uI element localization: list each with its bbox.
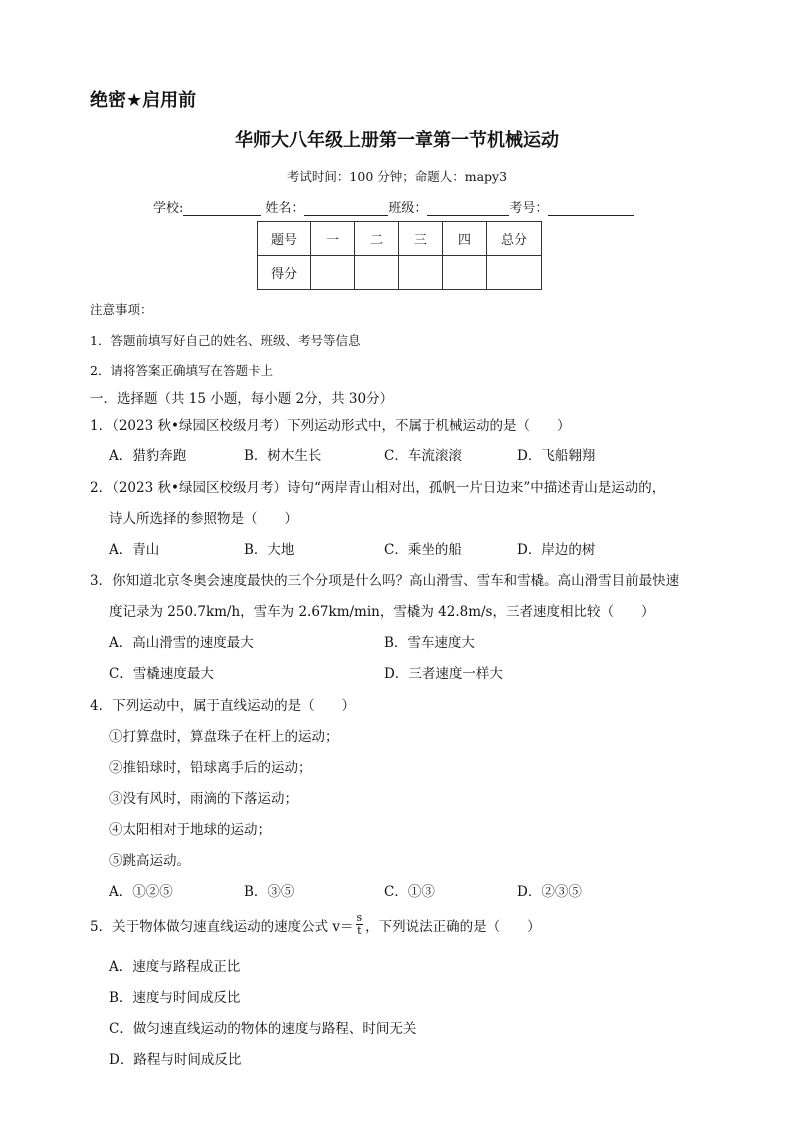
school-label: 学校: bbox=[153, 201, 184, 216]
question-3-option-a[interactable]: A．高山滑雪的速度最大 bbox=[109, 635, 254, 651]
score-input-cell[interactable] bbox=[311, 256, 355, 290]
name-label: 姓名： bbox=[265, 201, 305, 216]
score-table-score-row bbox=[258, 256, 542, 290]
question-2-stem: 2．（2023 秋•绿园区校级月考）诗句“两岸青山相对出，孤帆一片日边来”中描述青山是运动的， bbox=[90, 480, 666, 496]
secret-label: 绝密★启用前 bbox=[90, 90, 197, 111]
class-label: 班级： bbox=[388, 201, 428, 216]
question-4-option-b[interactable]: B．③⑤ bbox=[244, 884, 295, 900]
score-input-cell[interactable] bbox=[443, 256, 487, 290]
table-cell: 总分 bbox=[487, 222, 542, 256]
exam-subtitle: 考试时间：100 分钟；命题人：mapy3 bbox=[286, 169, 508, 184]
question-4-item: ②推铅球时，铅球离手后的运动； bbox=[109, 760, 312, 776]
question-4-item: ③没有风时，雨滴的下落运动； bbox=[109, 791, 298, 807]
note-item: 2．请将答案正确填写在答题卡上 bbox=[90, 363, 273, 378]
table-cell: 二 bbox=[355, 222, 399, 256]
question-5-stem-text: 5．关于物体做匀速直线运动的速度公式 v＝ bbox=[90, 918, 354, 935]
question-5-option-a[interactable]: A．速度与路程成正比 bbox=[109, 959, 241, 975]
question-1-option-d[interactable]: D．飞船翱翔 bbox=[517, 448, 596, 464]
fraction-denominator: t bbox=[357, 924, 362, 937]
question-4-stem: 4．下列运动中，属于直线运动的是（ ） bbox=[90, 698, 356, 714]
question-2-stem-continued: 诗人所选择的参照物是（ ） bbox=[109, 511, 298, 527]
notes-heading: 注意事项： bbox=[90, 302, 153, 317]
exam-number-blank[interactable] bbox=[548, 202, 634, 216]
fraction-numerator: s bbox=[356, 911, 363, 924]
table-cell: 三 bbox=[399, 222, 443, 256]
question-5-option-b[interactable]: B．速度与时间成反比 bbox=[109, 990, 241, 1006]
question-4-option-a[interactable]: A．①②⑤ bbox=[109, 884, 173, 900]
question-3-option-d[interactable]: D．三者速度一样大 bbox=[384, 666, 503, 682]
score-input-cell[interactable] bbox=[487, 256, 542, 290]
question-5-option-c[interactable]: C．做匀速直线运动的物体的速度与路程、时间无关 bbox=[109, 1021, 417, 1037]
question-3-stem-continued: 度记录为 250.7km/h，雪车为 2.67km/min，雪橇为 42.8m/s，三者速度相比较（ ） bbox=[109, 604, 655, 620]
name-blank[interactable] bbox=[304, 202, 388, 216]
score-input-cell[interactable] bbox=[355, 256, 399, 290]
score-input-cell[interactable] bbox=[399, 256, 443, 290]
question-4-item: ⑤跳高运动。 bbox=[109, 853, 190, 869]
question-1-option-a[interactable]: A．猎豹奔跑 bbox=[109, 448, 187, 464]
question-2-option-b[interactable]: B．大地 bbox=[244, 542, 295, 558]
student-info-row bbox=[153, 197, 634, 216]
note-item: 1．答题前填写好自己的姓名、班级、考号等信息 bbox=[90, 333, 361, 348]
score-table bbox=[257, 221, 542, 290]
table-cell: 一 bbox=[311, 222, 355, 256]
question-2-option-a[interactable]: A．青山 bbox=[109, 542, 160, 558]
class-blank[interactable] bbox=[427, 202, 509, 216]
question-1-option-b[interactable]: B．树木生长 bbox=[244, 448, 322, 464]
question-5-stem bbox=[90, 912, 541, 937]
question-4-option-d[interactable]: D．②③⑤ bbox=[517, 884, 582, 900]
question-1-stem: 1．（2023 秋•绿园区校级月考）下列运动形式中，不属于机械运动的是（ ） bbox=[90, 418, 571, 434]
table-cell: 题号 bbox=[258, 222, 311, 256]
question-3-stem: 3．你知道北京冬奥会速度最快的三个分项是什么吗？高山滑雪、雪车和雪橇。高山滑雪目前最快速 bbox=[90, 573, 680, 589]
exam-number-label: 考号： bbox=[509, 201, 549, 216]
question-1-option-c[interactable]: C．车流滚滚 bbox=[384, 448, 462, 464]
section-heading: 一．选择题（共 15 小题，每小题 2分，共 30分） bbox=[90, 391, 394, 407]
question-4-item: ④太阳相对于地球的运动； bbox=[109, 822, 271, 838]
page-title: 华师大八年级上册第一章第一节机械运动 bbox=[235, 130, 559, 151]
school-blank[interactable] bbox=[183, 202, 261, 216]
question-2-option-c[interactable]: C．乘坐的船 bbox=[384, 542, 462, 558]
table-cell: 四 bbox=[443, 222, 487, 256]
table-cell: 得分 bbox=[258, 256, 311, 290]
question-3-option-b[interactable]: B．雪车速度大 bbox=[384, 635, 475, 651]
question-3-option-c[interactable]: C．雪橇速度最大 bbox=[109, 666, 214, 682]
question-5-stem-text-end: ，下列说法正确的是（ ） bbox=[365, 918, 541, 935]
speed-formula-fraction bbox=[356, 912, 364, 937]
question-5-option-d[interactable]: D．路程与时间成反比 bbox=[109, 1052, 242, 1068]
question-4-item: ①打算盘时，算盘珠子在杆上的运动； bbox=[109, 729, 339, 745]
question-4-option-c[interactable]: C．①③ bbox=[384, 884, 435, 900]
score-table-header-row bbox=[258, 222, 542, 256]
question-2-option-d[interactable]: D．岸边的树 bbox=[517, 542, 596, 558]
